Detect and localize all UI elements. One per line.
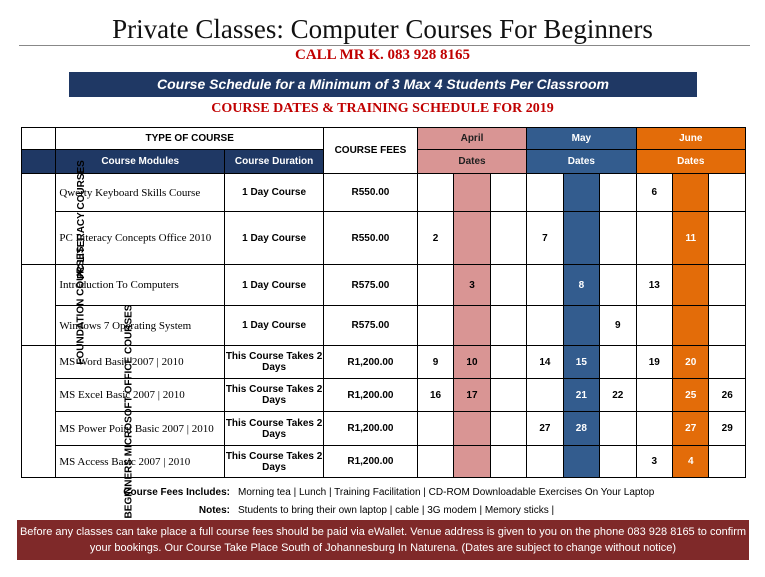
date-cell xyxy=(490,412,526,446)
date-cell: 8 xyxy=(563,265,599,306)
type-of-course-header: TYPE OF COURSE xyxy=(56,128,324,150)
date-cell xyxy=(636,306,672,346)
date-cell xyxy=(454,412,490,446)
date-cell xyxy=(673,265,709,306)
notes-label: Notes: xyxy=(198,505,230,516)
date-cell: 3 xyxy=(454,265,490,306)
course-fee: R575.00 xyxy=(324,265,418,306)
date-cell xyxy=(417,446,453,478)
phone-line: CALL MR K. 083 928 8165 xyxy=(294,47,470,63)
course-module: Qwerty Keyboard Skills Course xyxy=(56,174,225,212)
date-cell: 27 xyxy=(527,412,563,446)
date-cell xyxy=(527,265,563,306)
june-dates-header: Dates xyxy=(636,150,745,174)
category-ms-office: BEGINNERS MICROSOFT OFFICE COURSES xyxy=(22,346,56,478)
course-module: MS Power Point Basic 2007 | 2010 xyxy=(56,412,225,446)
date-cell xyxy=(490,212,526,265)
course-fee: R1,200.00 xyxy=(324,412,418,446)
date-cell xyxy=(600,265,636,306)
date-cell: 3 xyxy=(636,446,672,478)
date-cell xyxy=(600,412,636,446)
date-cell xyxy=(600,346,636,379)
date-cell xyxy=(454,174,490,212)
course-duration: This Course Takes 2 Days xyxy=(225,412,324,446)
date-cell: 27 xyxy=(673,412,709,446)
course-fee: R1,200.00 xyxy=(324,379,418,412)
date-cell xyxy=(600,446,636,478)
date-cell: 26 xyxy=(709,379,746,412)
date-cell xyxy=(636,379,672,412)
date-cell: 16 xyxy=(417,379,453,412)
course-fee: R550.00 xyxy=(324,174,418,212)
date-cell xyxy=(709,306,746,346)
course-duration: 1 Day Course xyxy=(225,306,324,346)
schedule-banner: Course Schedule for a Minimum of 3 Max 4 Students Per Classroom xyxy=(69,72,697,97)
date-cell xyxy=(417,412,453,446)
date-cell xyxy=(636,412,672,446)
date-cell xyxy=(490,265,526,306)
date-cell xyxy=(417,265,453,306)
course-fees-header: COURSE FEES xyxy=(324,128,418,174)
date-cell xyxy=(454,212,490,265)
course-fee: R1,200.00 xyxy=(324,446,418,478)
date-cell: 19 xyxy=(636,346,672,379)
may-dates-header: Dates xyxy=(527,150,636,174)
course-duration: 1 Day Course xyxy=(225,174,324,212)
category-foundation: FOUNDATION COURSES xyxy=(22,265,56,346)
course-duration: This Course Takes 2 Days xyxy=(225,346,324,379)
date-cell xyxy=(527,446,563,478)
table-row xyxy=(22,265,746,306)
table-row xyxy=(22,346,746,379)
course-duration: This Course Takes 2 Days xyxy=(225,379,324,412)
course-fee: R575.00 xyxy=(324,306,418,346)
date-cell: 13 xyxy=(636,265,672,306)
date-cell xyxy=(673,306,709,346)
april-dates-header: Dates xyxy=(417,150,526,174)
date-cell xyxy=(673,174,709,212)
course-module: Windows 7 Operating System xyxy=(56,306,225,346)
date-cell: 6 xyxy=(636,174,672,212)
date-cell xyxy=(527,306,563,346)
page-title: Private Classes: Computer Courses For Beginners xyxy=(112,14,653,44)
fees-includes-value: Morning tea | Lunch | Training Facilitation | CD-ROM Downloadable Exercises On Your Laptop xyxy=(238,487,655,498)
date-cell: 25 xyxy=(673,379,709,412)
date-cell xyxy=(417,306,453,346)
course-module: Introduction To Computers xyxy=(56,265,225,306)
date-cell: 9 xyxy=(600,306,636,346)
date-cell: 2 xyxy=(417,212,453,265)
payment-footer: Before any classes can take place a full course fees should be paid via eWallet. Venue address is given to you on the phone 083 928 8165 to confirm your bookings. Our Course Take Place South of Johannesburg In Naturena. (Dates are subject to change without notice) xyxy=(17,520,749,560)
course-module: MS Access Basic 2007 | 2010 xyxy=(56,446,225,478)
date-cell: 22 xyxy=(600,379,636,412)
category-pc-literacy: PC LITERACY COURSES xyxy=(22,174,56,265)
course-duration: This Course Takes 2 Days xyxy=(225,446,324,478)
date-cell xyxy=(527,379,563,412)
date-cell: 28 xyxy=(563,412,599,446)
date-cell xyxy=(709,174,746,212)
month-april-header: April xyxy=(417,128,526,150)
month-may-header: May xyxy=(527,128,636,150)
course-modules-header: Course Modules xyxy=(56,150,225,174)
date-cell xyxy=(527,174,563,212)
date-cell: 29 xyxy=(709,412,746,446)
date-cell xyxy=(490,379,526,412)
date-cell xyxy=(417,174,453,212)
date-cell xyxy=(709,212,746,265)
date-cell xyxy=(600,212,636,265)
date-cell xyxy=(563,306,599,346)
date-cell: 4 xyxy=(673,446,709,478)
date-cell xyxy=(454,306,490,346)
course-module: PC Literacy Concepts Office 2010 xyxy=(56,212,225,265)
table-row xyxy=(22,174,746,212)
date-cell xyxy=(563,212,599,265)
fees-includes-label: Course Fees Includes: xyxy=(123,487,230,498)
date-cell xyxy=(563,174,599,212)
course-module: MS Word Basic 2007 | 2010 xyxy=(56,346,225,379)
date-cell: 17 xyxy=(454,379,490,412)
course-duration: 1 Day Course xyxy=(225,212,324,265)
course-duration: 1 Day Course xyxy=(225,265,324,306)
date-cell: 7 xyxy=(527,212,563,265)
date-cell xyxy=(490,174,526,212)
table-row xyxy=(22,212,746,265)
date-cell: 10 xyxy=(454,346,490,379)
date-cell xyxy=(454,446,490,478)
schedule-subtitle: COURSE DATES & TRAINING SCHEDULE FOR 2019 xyxy=(211,101,554,116)
date-cell xyxy=(636,212,672,265)
date-cell xyxy=(563,446,599,478)
date-cell xyxy=(600,174,636,212)
date-cell: 15 xyxy=(563,346,599,379)
date-cell: 11 xyxy=(673,212,709,265)
date-cell: 14 xyxy=(527,346,563,379)
date-cell xyxy=(709,346,746,379)
date-cell: 20 xyxy=(673,346,709,379)
notes-value: Students to bring their own laptop | cable | 3G modem | Memory sticks | xyxy=(238,505,555,516)
course-fee: R1,200.00 xyxy=(324,346,418,379)
title-divider xyxy=(19,45,750,46)
course-module: MS Excel Basic 2007 | 2010 xyxy=(56,379,225,412)
date-cell xyxy=(709,446,746,478)
date-cell xyxy=(490,346,526,379)
course-duration-header: Course Duration xyxy=(225,150,324,174)
date-cell: 9 xyxy=(417,346,453,379)
month-june-header: June xyxy=(636,128,745,150)
course-fee: R550.00 xyxy=(324,212,418,265)
date-cell xyxy=(490,446,526,478)
date-cell xyxy=(709,265,746,306)
date-cell: 21 xyxy=(563,379,599,412)
date-cell xyxy=(490,306,526,346)
